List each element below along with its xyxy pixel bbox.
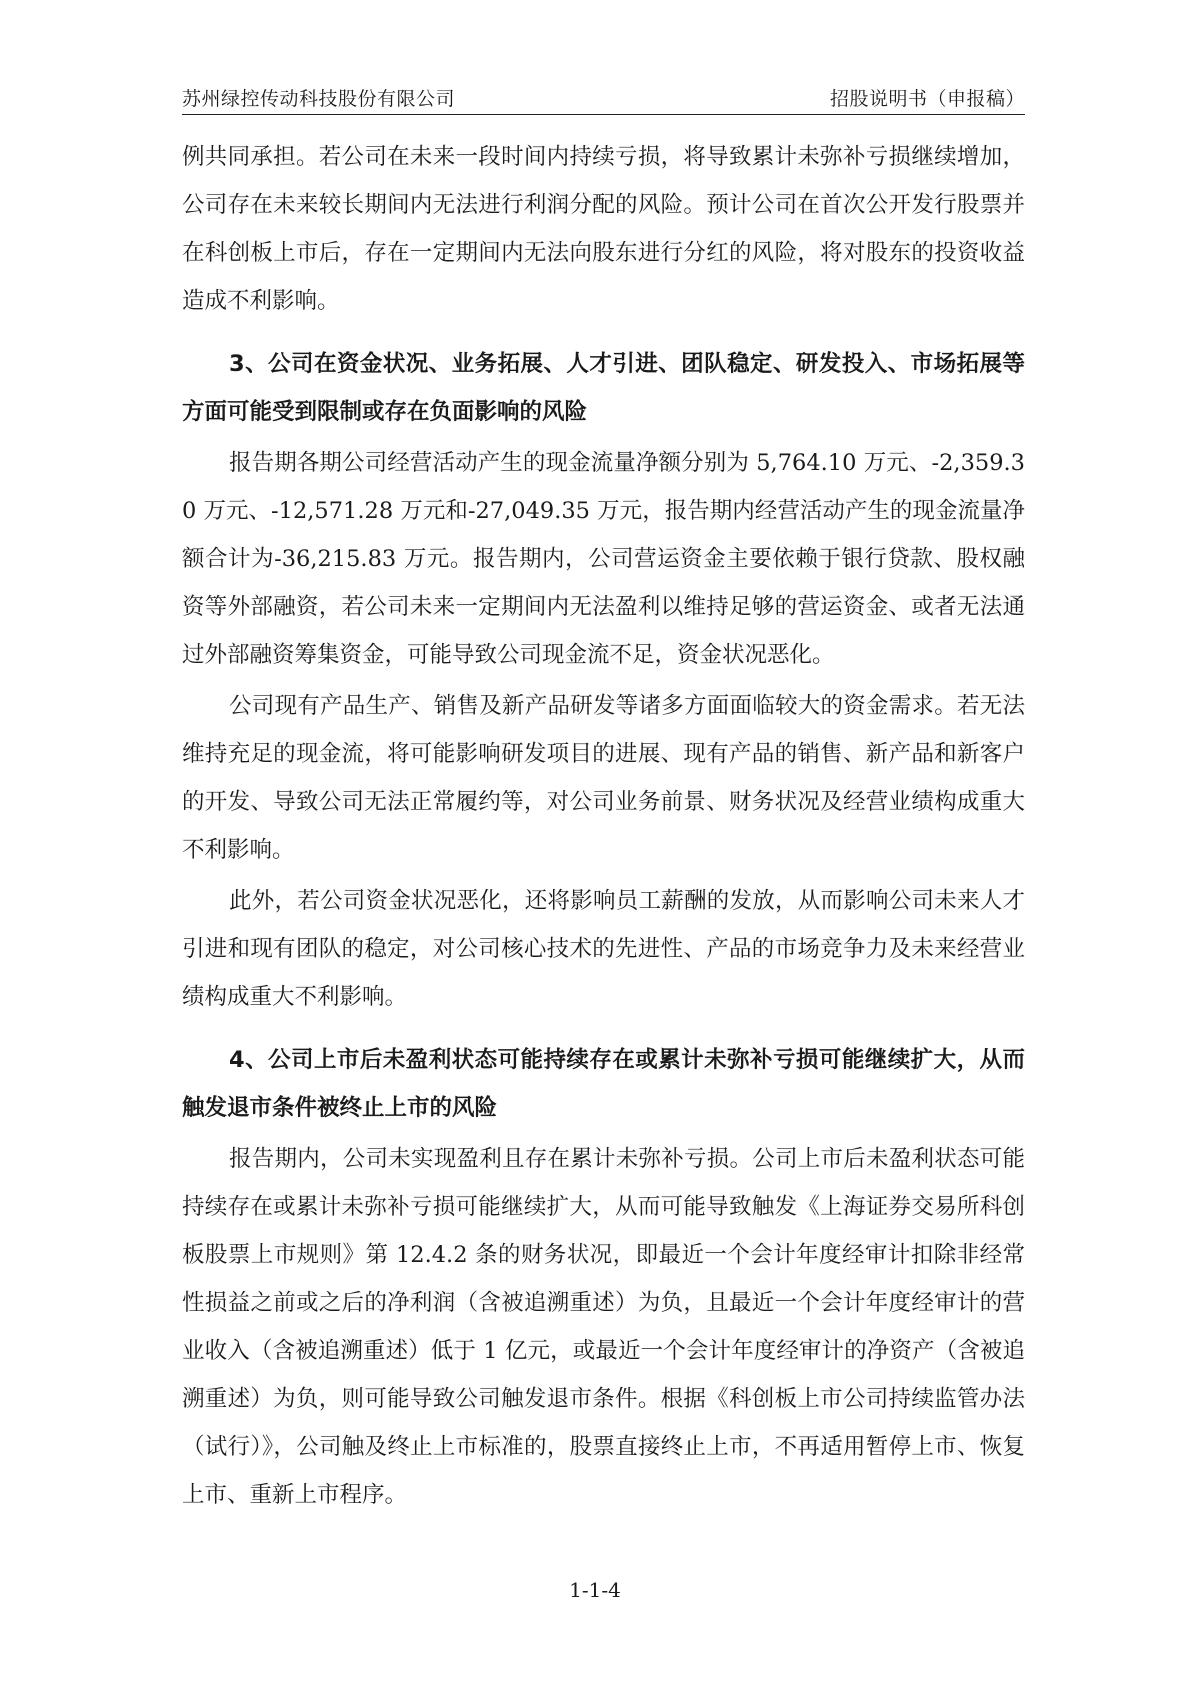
paragraph-cash-flow: 报告期各期公司经营活动产生的现金流量净额分别为 5,764.10 万元、-2,359.30 万元、-12,571.28 万元和-27,049.35 万元，报告期内经营活动产生的现金流量净额合计为-36,215.83 万元。报告期内，公司营运资金主要依赖于银行贷款、股权融资等外部融资，若公司未来一定期间内无法盈利以维持足够的营运资金、或者无法通过外部融资筹集资金，可能导致公司现金流不足，资金状况恶化。	[182, 450, 1025, 668]
paragraph-delisting-risk: 报告期内，公司未实现盈利且存在累计未弥补亏损。公司上市后未盈利状态可能持续存在或累计未弥补亏损可能继续扩大，从而可能导致触发《上海证券交易所科创板股票上市规则》第 12.4.2 条的财务状况，即最近一个会计年度经审计扣除非经常性损益之前或之后的净利润（含被追溯重述）为负，且最近一个会计年度经审计的营业收入（含被追溯重述）低于 1 亿元，或最近一个会计年度经审计的净资产（含被追溯重述）为负，则可能导致公司触发退市条件。根据《科创板上市公司持续监管办法（试行）》，公司触及终止上市标准的，股票直接终止上市，不再适用暂停上市、恢复上市、重新上市程序。	[182, 1146, 1025, 1508]
section-heading-4: 4、公司上市后未盈利状态可能持续存在或累计未弥补亏损可能继续扩大，从而触发退市条件被终止上市的风险	[182, 1047, 1025, 1121]
paragraph-funding-needs: 公司现有产品生产、销售及新产品研发等诸多方面面临较大的资金需求。若无法维持充足的现金流，将可能影响研发项目的进展、现有产品的销售、新产品和新客户的开发、导致公司无法正常履约等，对公司业务前景、财务状况及经营业绩构成重大不利影响。	[182, 693, 1025, 863]
document-type: 招股说明书（申报稿）	[829, 88, 1025, 110]
page-number: 1-1-4	[569, 1578, 621, 1602]
document-body	[182, 133, 1025, 1519]
paragraph-talent-impact: 此外，若公司资金状况恶化，还将影响员工薪酬的发放，从而影响公司未来人才引进和现有团队的稳定，对公司核心技术的先进性、产品的市场竞争力及未来经营业绩构成重大不利影响。	[182, 888, 1025, 1010]
section-heading-3: 3、公司在资金状况、业务拓展、人才引进、团队稳定、研发投入、市场拓展等方面可能受到限制或存在负面影响的风险	[182, 351, 1025, 425]
paragraph-continued: 例共同承担。若公司在未来一段时间内持续亏损，将导致累计未弥补亏损继续增加，公司存在未来较长期间内无法进行利润分配的风险。预计公司在首次公开发行股票并在科创板上市后，存在一定期间内无法向股东进行分红的风险，将对股东的投资收益造成不利影响。	[182, 144, 1025, 314]
page-header	[182, 80, 1025, 115]
company-name: 苏州绿控传动科技股份有限公司	[182, 88, 456, 110]
